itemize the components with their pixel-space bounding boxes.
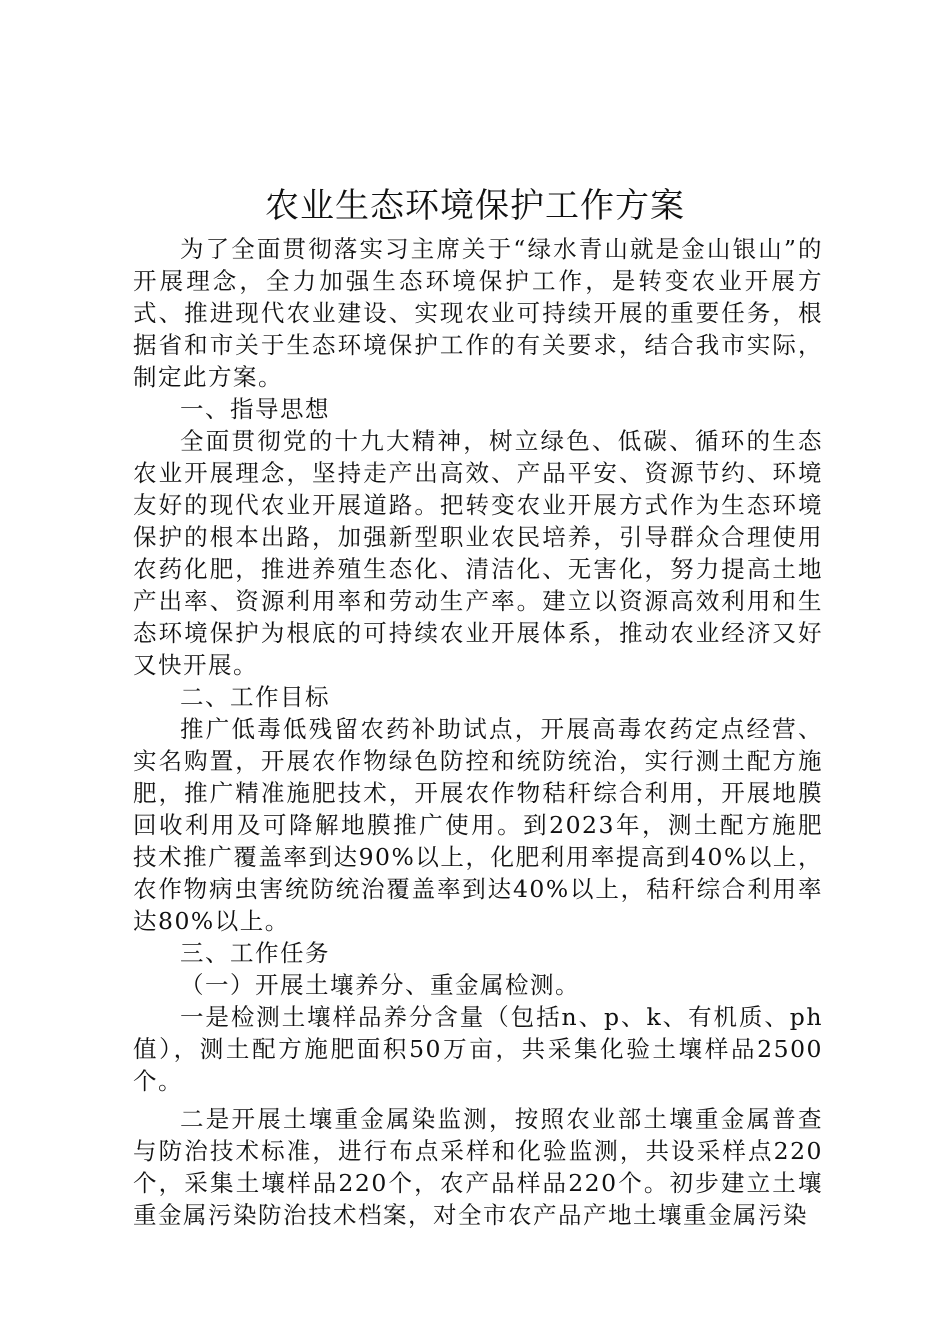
section-heading-guiding-thought: 一、指导思想: [180, 395, 330, 423]
paragraph-guiding-thought: 全面贯彻党的十九大精神，树立绿色、低碳、循环的生态农业开展理念，坚持走产出高效、产品平安、资源节约、环境友好的现代农业开展道路。把转变农业开展方式作为生态环境保护的根本出路，加强新型职业农民培养，引导群众合理使用农药化肥，推进养殖生态化、清洁化、无害化，努力提高土地产出率、资源利用率和劳动生产率。建立以资源高效利用和生态环境保护为根底的可持续农业开展体系，推动农业经济又好又快开展。: [133, 427, 823, 679]
paragraph-heavy-metal-monitoring: 二是开展土壤重金属染监测，按照农业部土壤重金属普查与防治技术标准，进行布点采样和化验监测，共设采样点220个，采集土壤样品220个，农产品样品220个。初步建立土壤重金属污染防治技术档案，对全市农产品产地土壤重金属污染: [133, 1105, 823, 1229]
section-heading-work-goals: 二、工作目标: [180, 683, 330, 711]
document-title: 农业生态环境保护工作方案: [265, 186, 685, 226]
paragraph-nutrient-testing: 一是检测土壤样品养分含量（包括n、p、k、有机质、ph值），测土配方施肥面积50万亩，共采集化验土壤样品2500个。: [133, 1003, 823, 1095]
section-heading-work-tasks: 三、工作任务: [180, 939, 330, 967]
subheading-soil-testing: （一）开展土壤养分、重金属检测。: [180, 971, 580, 999]
paragraph-intro: 为了全面贯彻落实习主席关于“绿水青山就是金山银山”的开展理念，全力加强生态环境保护工作，是转变农业开展方式、推进现代农业建设、实现农业可持续开展的重要任务，根据省和市关于生态环境保护工作的有关要求，结合我市实际，制定此方案。: [133, 235, 823, 391]
paragraph-work-goals: 推广低毒低残留农药补助试点，开展高毒农药定点经营、实名购置，开展农作物绿色防控和统防统治，实行测土配方施肥，推广精准施肥技术，开展农作物秸秆综合利用，开展地膜回收利用及可降解地膜推广使用。到2023年，测土配方施肥技术推广覆盖率到达90%以上，化肥利用率提高到40%以上，农作物病虫害统防统治覆盖率到达40%以上，秸秆综合利用率达80%以上。: [133, 715, 823, 935]
document-body: [133, 233, 823, 1231]
